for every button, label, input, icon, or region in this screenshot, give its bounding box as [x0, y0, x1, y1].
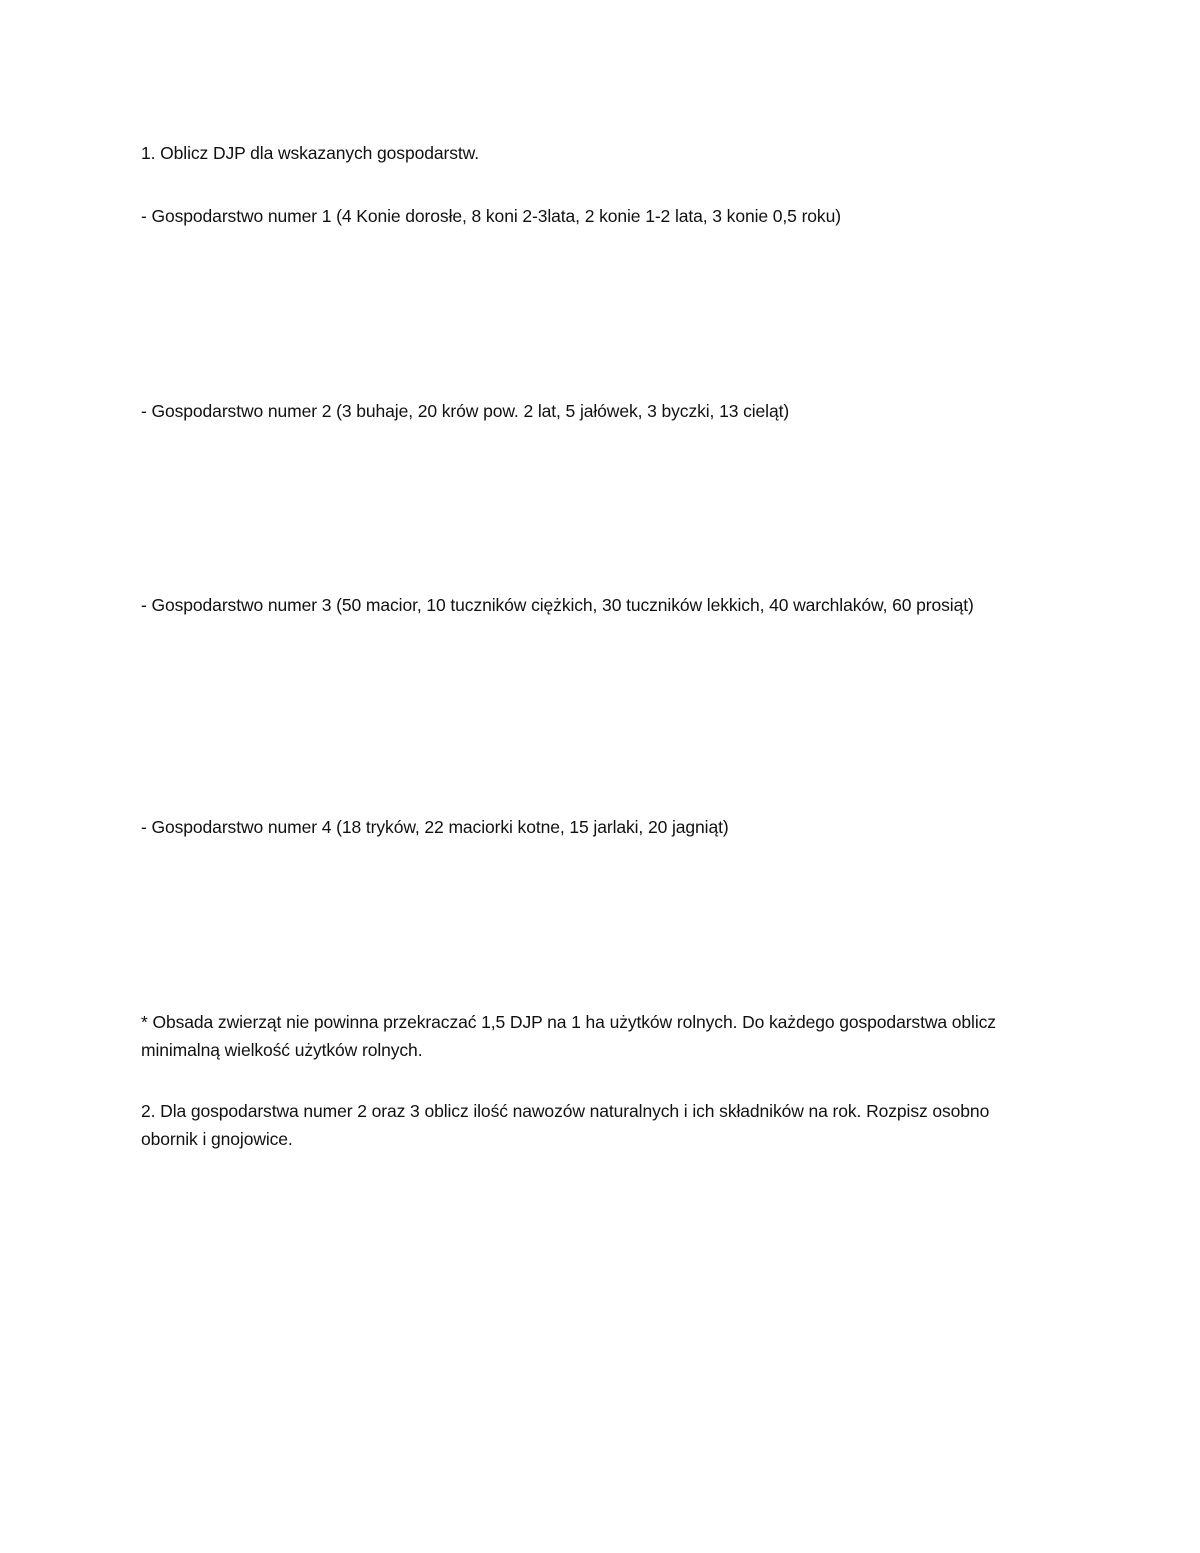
farm-4-description: - Gospodarstwo numer 4 (18 tryków, 22 maciorki kotne, 15 jarlaki, 20 jagniąt): [141, 817, 729, 837]
stocking-density-note: * Obsada zwierząt nie powinna przekraczać 1,5 DJP na 1 ha użytków rolnych. Do każdego gospodarstwa oblicz minimalną wielkość użytków rolnych.: [141, 1012, 996, 1060]
task-2-heading: 2. Dla gospodarstwa numer 2 oraz 3 oblicz ilość nawozów naturalnych i ich składników na rok. Rozpisz osobno obornik i gnojowice.: [141, 1101, 990, 1149]
farm-3-description: - Gospodarstwo numer 3 (50 macior, 10 tuczników ciężkich, 30 tuczników lekkich, 40 warchlaków, 60 prosiąt): [141, 595, 974, 615]
farm-2-description: - Gospodarstwo numer 2 (3 buhaje, 20 krów pow. 2 lat, 5 jałówek, 3 byczki, 13 cieląt): [141, 401, 790, 421]
task-1-heading: 1. Oblicz DJP dla wskazanych gospodarstw.: [141, 143, 479, 163]
farm-1-description: - Gospodarstwo numer 1 (4 Konie dorosłe, 8 koni 2-3lata, 2 konie 1-2 lata, 3 konie 0,5 roku): [141, 206, 841, 226]
